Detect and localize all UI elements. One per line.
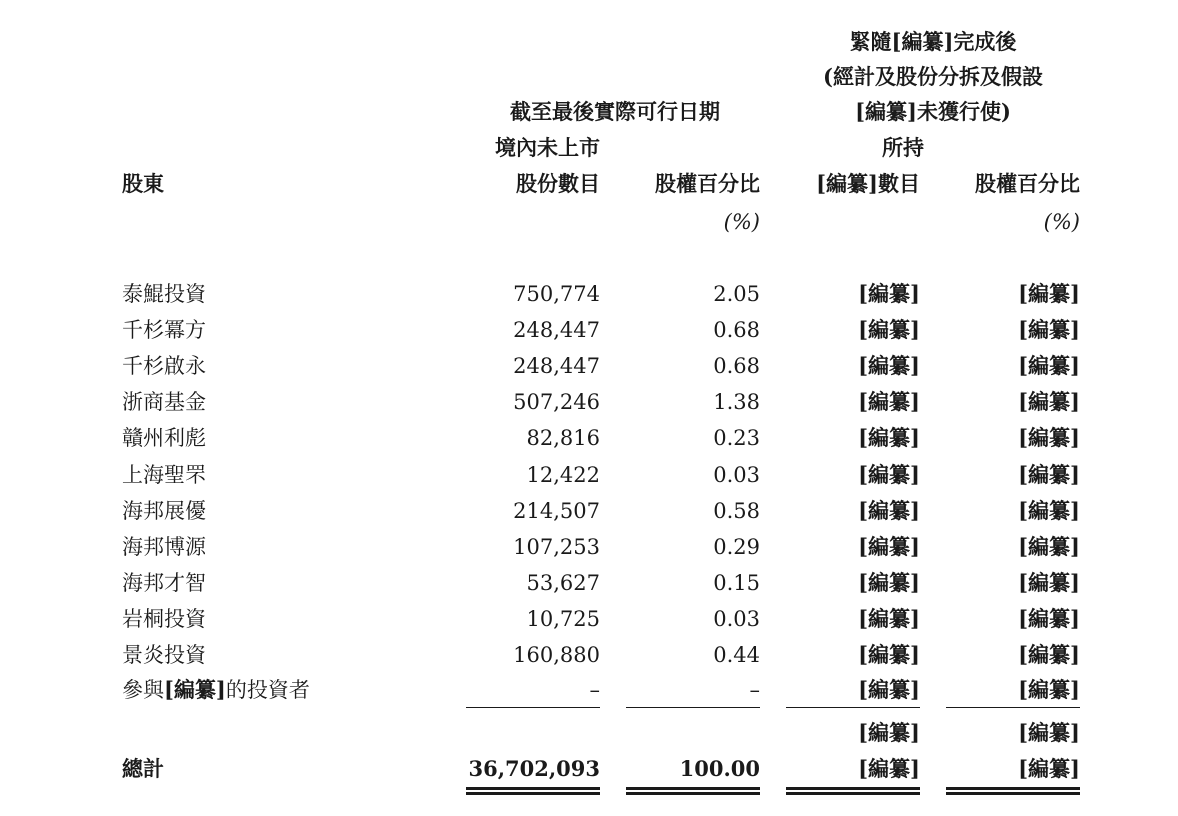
post-shares-cell: [編纂]: [858, 425, 920, 450]
post-shares-cell: [編纂]: [858, 317, 920, 342]
underline-post-shares: [786, 707, 920, 708]
latest-date-header-line2: 境內未上市: [495, 135, 600, 160]
post-pct-cell: [編纂]: [1018, 534, 1080, 559]
underline-shares: [466, 707, 600, 708]
pct-cell: 0.68: [713, 354, 760, 378]
post-pct-column-header: 股權百分比: [975, 171, 1080, 196]
post-pct-cell: [編纂]: [1018, 642, 1080, 667]
subtotal-post-shares: [編纂]: [858, 720, 920, 745]
shares-cell: 507,246: [513, 390, 600, 414]
post-shares-cell: [編纂]: [858, 570, 920, 595]
shareholder-name: 千杉冪方: [122, 318, 206, 342]
post-shares-column-header: [編纂]數目: [816, 171, 920, 196]
pct-column-header: 股權百分比: [655, 171, 760, 196]
participants-post-pct: [編纂]: [1018, 677, 1080, 702]
total-shares: 36,702,093: [468, 756, 600, 781]
shareholder-name: 海邦博源: [122, 535, 206, 559]
shareholder-name: 景炎投資: [122, 643, 206, 667]
shares-cell: 82,816: [526, 426, 600, 450]
shareholder-name: 上海聖罘: [122, 463, 206, 487]
post-pct-cell: [編纂]: [1018, 281, 1080, 306]
total-post-shares: [編纂]: [858, 756, 920, 781]
participants-post-shares: [編纂]: [858, 677, 920, 702]
shareholder-name: 千杉啟永: [122, 354, 206, 378]
post-offering-header-line1: 緊隨[編纂]完成後: [849, 29, 1017, 54]
pct-cell: 0.15: [713, 571, 760, 595]
post-offering-header-line3: [編纂]未獲行使): [855, 99, 1011, 124]
double-underline-post-shares: [786, 787, 920, 795]
pct-cell: 0.68: [713, 318, 760, 342]
post-pct-cell: [編纂]: [1018, 462, 1080, 487]
pct-cell: 0.29: [713, 535, 760, 559]
underline-pct: [626, 707, 760, 708]
post-shares-cell: [編纂]: [858, 389, 920, 414]
subtotal-post-pct: [編纂]: [1018, 720, 1080, 745]
post-pct-cell: [編纂]: [1018, 570, 1080, 595]
post-pct-unit-label: (%): [1043, 210, 1080, 234]
shares-cell: 107,253: [513, 535, 600, 559]
shares-column-header: 股份數目: [516, 171, 600, 196]
total-label: 總計: [122, 756, 164, 781]
pct-cell: 0.44: [713, 643, 760, 667]
post-shares-cell: [編纂]: [858, 498, 920, 523]
pct-cell: 2.05: [713, 282, 760, 306]
post-pct-cell: [編纂]: [1018, 425, 1080, 450]
post-pct-cell: [編纂]: [1018, 498, 1080, 523]
pct-cell: 0.58: [713, 499, 760, 523]
pct-cell: 0.03: [713, 607, 760, 631]
shares-cell: 10,725: [526, 607, 600, 631]
total-pct: 100.00: [679, 756, 760, 781]
post-pct-cell: [編纂]: [1018, 317, 1080, 342]
pct-unit-label: (%): [723, 210, 760, 234]
post-shares-cell: [編纂]: [858, 642, 920, 667]
shareholder-name: 浙商基金: [122, 390, 206, 414]
post-offering-header-line2: (經計及股份分拆及假設: [823, 64, 1043, 89]
shareholder-name: 贛州利彪: [122, 426, 206, 450]
participants-row-name: [122, 678, 310, 702]
post-pct-cell: [編纂]: [1018, 389, 1080, 414]
shares-cell: 160,880: [513, 643, 600, 667]
post-pct-cell: [編纂]: [1018, 606, 1080, 631]
latest-date-header-line1: 截至最後實際可行日期: [510, 99, 720, 124]
post-shares-cell: [編纂]: [858, 281, 920, 306]
shares-cell: 248,447: [513, 318, 600, 342]
shareholder-column-header: 股東: [122, 171, 164, 196]
underline-post-pct: [946, 707, 1080, 708]
participants-name-suffix: 的投資者: [225, 678, 310, 702]
shareholder-name: 岩桐投資: [122, 607, 206, 631]
participants-name-prefix: 參與: [122, 678, 164, 702]
pct-cell: 1.38: [713, 390, 760, 414]
shares-cell: 214,507: [513, 499, 600, 523]
shares-cell: 12,422: [526, 463, 600, 487]
double-underline-shares: [466, 787, 600, 795]
post-shares-cell: [編纂]: [858, 534, 920, 559]
post-pct-cell: [編纂]: [1018, 353, 1080, 378]
shares-cell: 750,774: [513, 282, 600, 306]
post-shares-cell: [編纂]: [858, 353, 920, 378]
participants-shares: –: [589, 678, 600, 702]
shareholder-name: 海邦展優: [122, 499, 206, 523]
participants-name-bracket: [編纂]: [164, 677, 226, 702]
post-shares-cell: [編纂]: [858, 606, 920, 631]
total-post-pct: [編纂]: [1018, 756, 1080, 781]
double-underline-post-pct: [946, 787, 1080, 795]
post-shares-cell: [編纂]: [858, 462, 920, 487]
shareholder-name: 海邦才智: [122, 571, 206, 595]
pct-cell: 0.23: [713, 426, 760, 450]
double-underline-pct: [626, 787, 760, 795]
pct-cell: 0.03: [713, 463, 760, 487]
post-offering-header-line4: 所持: [882, 135, 924, 160]
shareholder-name: 泰鯤投資: [122, 282, 206, 306]
shares-cell: 248,447: [513, 354, 600, 378]
participants-pct: –: [749, 678, 760, 702]
shares-cell: 53,627: [526, 571, 600, 595]
